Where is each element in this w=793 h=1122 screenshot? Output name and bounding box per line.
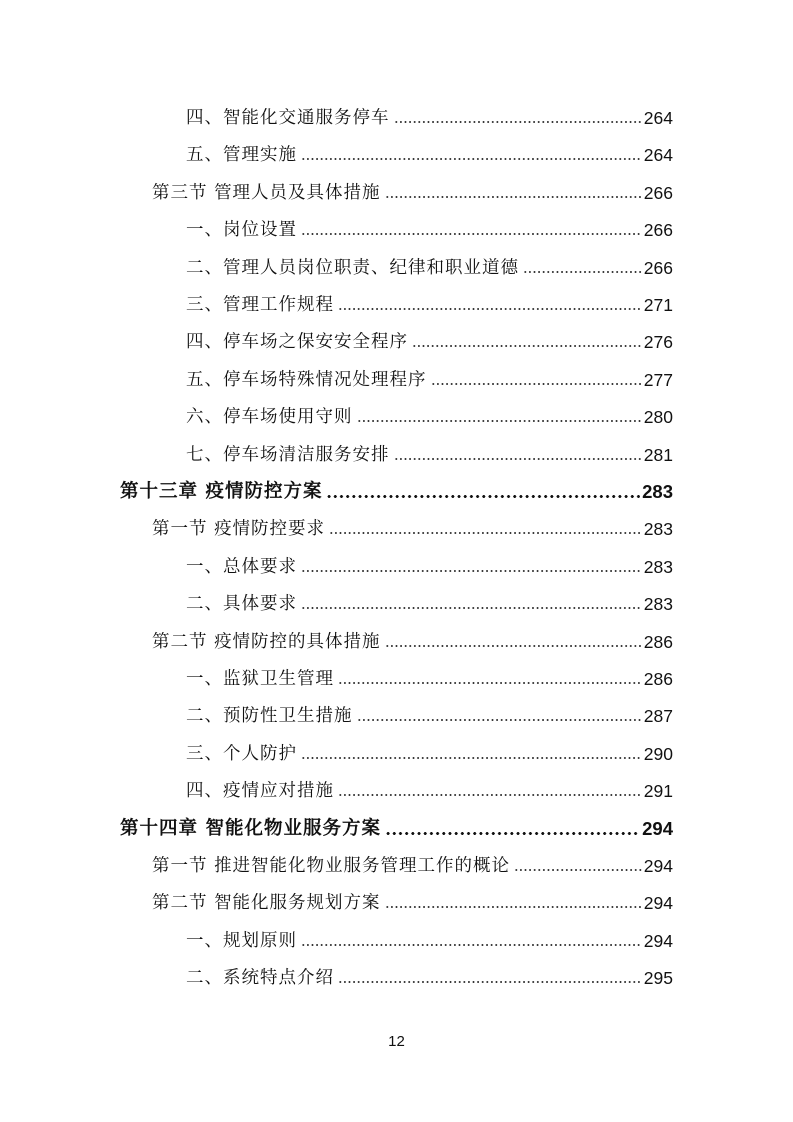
toc-entry[interactable] (186, 250, 673, 280)
toc-entry-label: 一、岗位设置 (186, 220, 297, 241)
toc-entry-label: 七、停车场清洁服务安排 (186, 444, 390, 465)
toc-entry-label: 第一节 推进智能化物业服务管理工作的概论 (152, 856, 511, 876)
toc-entry[interactable] (186, 698, 673, 728)
dot-leader (523, 271, 642, 273)
toc-entry[interactable] (186, 212, 673, 242)
dot-leader (385, 645, 642, 647)
toc-entry-label: 三、管理工作规程 (186, 295, 334, 315)
dot-leader (357, 719, 642, 721)
toc-entry-page: 286 (643, 631, 673, 652)
toc-entry[interactable] (186, 549, 673, 579)
toc-entry-page: 283 (642, 481, 673, 502)
dot-leader (394, 121, 642, 123)
toc-entry-label: 第二节 疫情防控的具体措施 (152, 631, 381, 652)
toc-entry-page: 283 (643, 519, 673, 540)
toc-entry-label: 二、预防性卫生措施 (186, 706, 353, 727)
toc-entry-label: 第十三章 疫情防控方案 (120, 481, 323, 502)
dot-leader (514, 869, 642, 871)
toc-entry-label: 一、规划原则 (186, 930, 297, 951)
dot-leader (431, 383, 642, 385)
dot-leader (338, 308, 642, 310)
toc-entry-page: 294 (643, 856, 673, 876)
dot-leader (338, 794, 642, 796)
dot-leader (301, 944, 642, 946)
page-number: 12 (388, 1033, 405, 1050)
toc-entry[interactable] (186, 773, 673, 803)
toc-entry-page: 294 (642, 817, 673, 839)
dot-leader (385, 906, 642, 908)
toc-entry[interactable] (186, 437, 673, 467)
dot-leader (301, 757, 642, 759)
toc-entry-label: 一、监狱卫生管理 (186, 669, 334, 689)
toc-entry-page: 264 (643, 108, 673, 128)
dot-leader (329, 532, 642, 534)
toc-entry-page: 286 (643, 669, 673, 689)
toc-entry-page: 266 (643, 257, 673, 278)
toc-entry-label: 第三节 管理人员及具体措施 (152, 182, 381, 203)
dot-leader (385, 196, 642, 198)
toc-chapter-entry[interactable] (120, 811, 673, 841)
dot-leader (394, 458, 642, 460)
toc-entry[interactable] (186, 586, 673, 616)
dot-leader (338, 981, 642, 983)
toc-entry-page: 277 (643, 369, 673, 390)
dot-leader (412, 345, 642, 347)
toc-entry-page: 291 (643, 781, 673, 802)
toc-entry[interactable] (152, 175, 673, 205)
toc-entry-label: 四、智能化交通服务停车 (186, 108, 390, 128)
toc-entry[interactable] (186, 362, 673, 392)
toc-entry-label: 六、停车场使用守则 (186, 407, 353, 428)
toc-entry[interactable] (186, 137, 673, 167)
toc-entry-label: 一、总体要求 (186, 556, 297, 577)
toc-entry[interactable] (152, 624, 673, 654)
toc-entry-page: 295 (643, 968, 673, 989)
dot-leader (338, 682, 642, 684)
toc-entry-page: 283 (643, 594, 673, 615)
toc-entry-page: 281 (643, 444, 673, 465)
dot-leader (385, 832, 640, 835)
toc-chapter-entry[interactable] (120, 474, 673, 504)
toc-entry-page: 266 (643, 220, 673, 241)
toc-entry-page: 290 (643, 743, 673, 764)
toc-entry-label: 三、个人防护 (186, 743, 297, 764)
toc-entry-label: 第一节 疫情防控要求 (152, 519, 326, 540)
toc-entry-label: 五、停车场特殊情况处理程序 (186, 369, 427, 390)
dot-leader (301, 233, 642, 235)
toc-entry-page: 276 (643, 332, 673, 353)
toc-entry[interactable] (186, 324, 673, 354)
toc-entry-page: 294 (643, 930, 673, 951)
toc-entry-label: 二、具体要求 (186, 594, 297, 615)
dot-leader (357, 420, 642, 422)
toc-entry[interactable] (152, 848, 673, 878)
dot-leader (301, 570, 642, 572)
toc-entry-label: 第十四章 智能化物业服务方案 (120, 817, 381, 839)
toc-entry[interactable] (186, 736, 673, 766)
toc-entry[interactable] (186, 100, 673, 130)
toc-entry-label: 四、停车场之保安安全程序 (186, 332, 408, 353)
toc-entry[interactable] (152, 885, 673, 915)
toc-entry[interactable] (186, 287, 673, 317)
toc-entry-page: 287 (643, 706, 673, 727)
toc-entry-label: 二、系统特点介绍 (186, 968, 334, 989)
toc-entry[interactable] (186, 661, 673, 691)
toc-entry[interactable] (152, 511, 673, 541)
toc-entry[interactable] (186, 960, 673, 990)
toc-entry-label: 第二节 智能化服务规划方案 (152, 893, 381, 914)
toc-entry-page: 294 (643, 893, 673, 914)
dot-leader (301, 158, 642, 160)
toc-entry[interactable] (186, 399, 673, 429)
dot-leader (326, 495, 640, 498)
toc-entry[interactable] (186, 923, 673, 953)
toc-entry-page: 283 (643, 556, 673, 577)
toc-entry-page: 264 (643, 145, 673, 166)
toc-entry-label: 四、疫情应对措施 (186, 781, 334, 802)
toc-entry-label: 五、管理实施 (186, 145, 297, 166)
toc-entry-page: 280 (643, 407, 673, 428)
toc-entry-label: 二、管理人员岗位职责、纪律和职业道德 (186, 257, 519, 278)
toc-entry-page: 271 (643, 295, 673, 315)
toc-entry-page: 266 (643, 182, 673, 203)
dot-leader (301, 607, 642, 609)
